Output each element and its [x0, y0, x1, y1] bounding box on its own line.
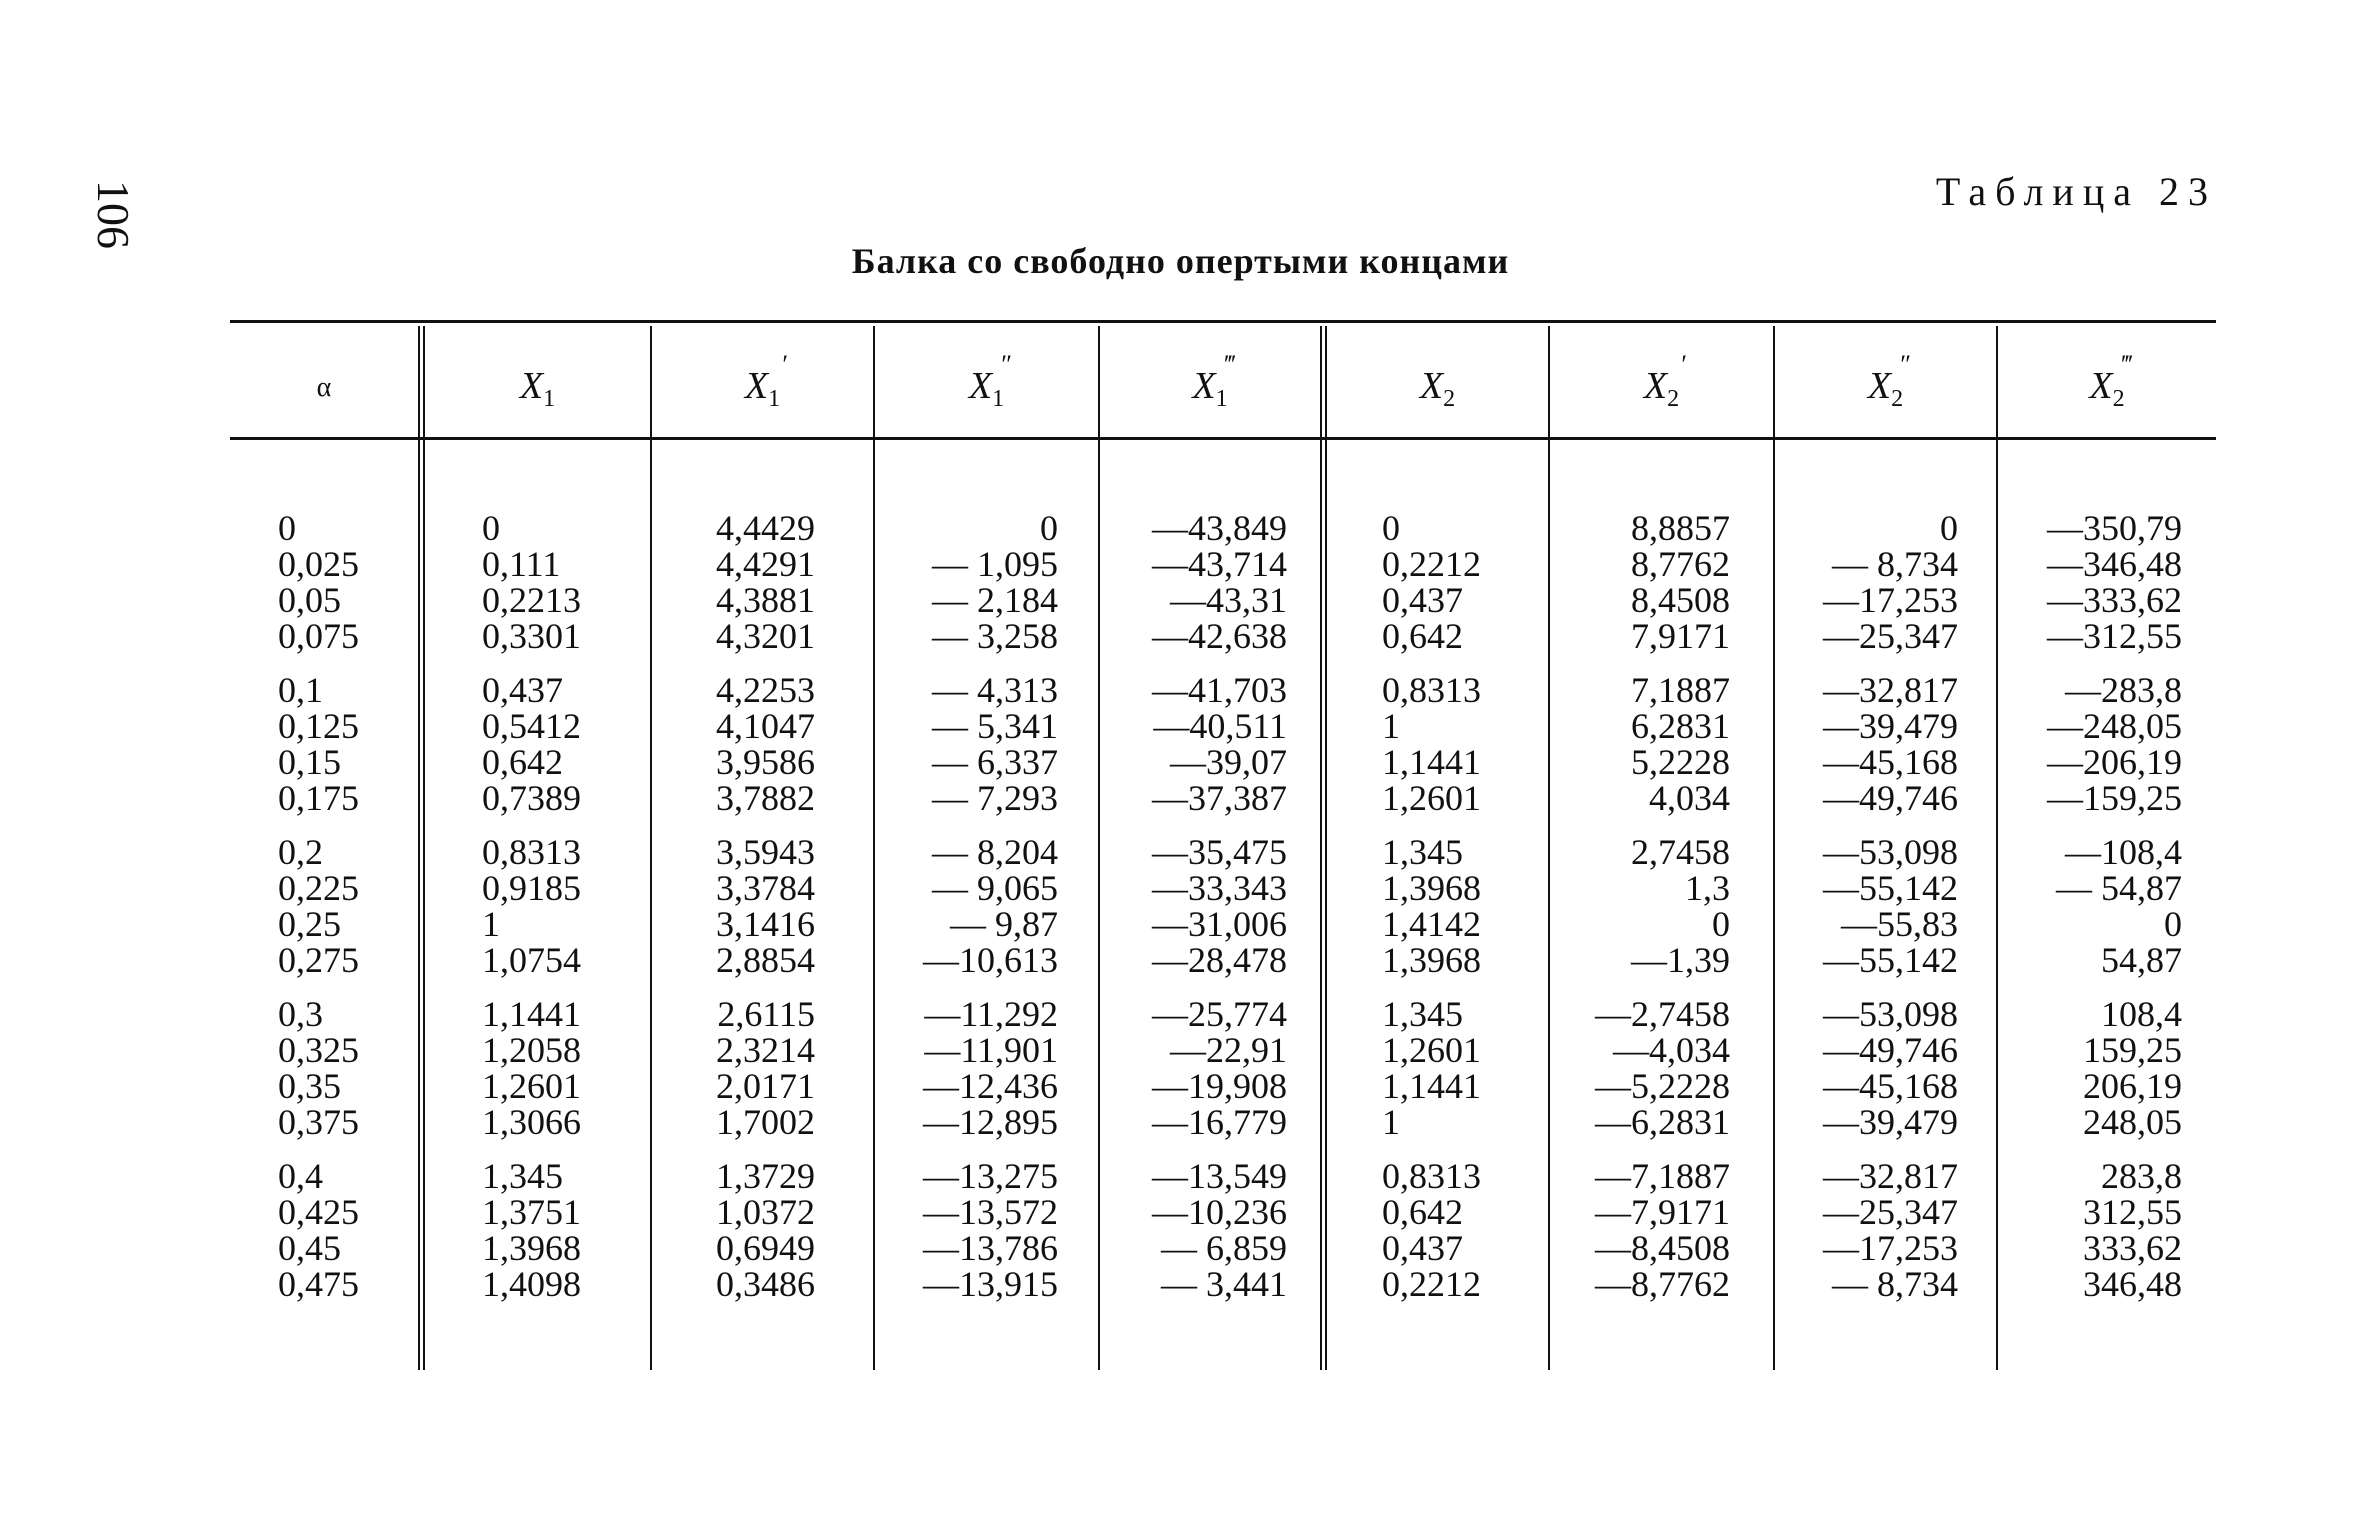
- table-cell: 1,2058: [482, 1030, 581, 1070]
- row-group: [880, 1158, 1058, 1302]
- row-group: [2002, 672, 2182, 816]
- row-group: [880, 672, 1058, 816]
- table-cell: — 5,341: [932, 706, 1058, 746]
- column-divider: [873, 326, 875, 1370]
- table-cell: 0,1: [278, 670, 323, 710]
- table-cell: 0: [1382, 508, 1400, 548]
- table-cell: — 3,441: [1161, 1264, 1287, 1304]
- table-cell: 159,25: [2083, 1030, 2182, 1070]
- table-cell: 0,15: [278, 742, 341, 782]
- table-cell: —25,347: [1823, 616, 1958, 656]
- header-x2-triple-prime: [1998, 338, 2216, 438]
- row-group: [880, 996, 1058, 1140]
- column-divider: [1320, 326, 1327, 1370]
- row-group: [278, 672, 408, 816]
- table-cell: 1,1441: [482, 994, 581, 1034]
- page-number: 106: [88, 180, 139, 249]
- table-cell: —350,79: [2047, 508, 2182, 548]
- table-cell: —33,343: [1152, 868, 1287, 908]
- table-cell: —49,746: [1823, 1030, 1958, 1070]
- table-cell: 0,225: [278, 868, 359, 908]
- table-cell: 8,4508: [1631, 580, 1730, 620]
- table-cell: —333,62: [2047, 580, 2182, 620]
- table-top-rule: [230, 320, 2216, 323]
- column-divider: [1548, 326, 1550, 1370]
- row-group: [278, 510, 408, 654]
- header-x2: [1327, 338, 1548, 438]
- header-prime: ‴: [2121, 349, 2131, 379]
- table-cell: 0,9185: [482, 868, 581, 908]
- table-title: Балка со свободно опертыми концами: [851, 241, 1510, 281]
- table-cell: 346,48: [2083, 1264, 2182, 1304]
- header-prime: ‴: [1224, 349, 1234, 379]
- table-cell: — 1,095: [932, 544, 1058, 584]
- table-cell: 0,111: [482, 544, 561, 584]
- header-subscript: 1: [1215, 385, 1228, 412]
- header-alpha: [230, 338, 418, 438]
- table-cell: —43,849: [1152, 508, 1287, 548]
- table-cell: 3,1416: [716, 904, 815, 944]
- table-cell: —17,253: [1823, 1228, 1958, 1268]
- table-cell: —16,779: [1152, 1102, 1287, 1142]
- table-cell: 4,3881: [716, 580, 815, 620]
- table-cell: —49,746: [1823, 778, 1958, 818]
- row-group: [1780, 1158, 1958, 1302]
- row-group: [482, 1158, 642, 1302]
- table-cell: 0: [2164, 904, 2182, 944]
- table-cell: —206,19: [2047, 742, 2182, 782]
- table-cell: 1,4142: [1382, 904, 1481, 944]
- table-cell: —53,098: [1823, 994, 1958, 1034]
- table-cell: 0,2212: [1382, 1264, 1481, 1304]
- table-cell: 1,0372: [716, 1192, 815, 1232]
- row-group: [660, 834, 815, 978]
- row-group: [2002, 510, 2182, 654]
- table-cell: 1,3968: [482, 1228, 581, 1268]
- table-cell: —8,7762: [1595, 1264, 1730, 1304]
- table-cell: 3,7882: [716, 778, 815, 818]
- table-cell: 0,125: [278, 706, 359, 746]
- table-cell: —4,034: [1613, 1030, 1730, 1070]
- table-cell: 0,25: [278, 904, 341, 944]
- header-symbol: X: [519, 364, 544, 407]
- row-group: [278, 1158, 408, 1302]
- table-cell: 0: [1940, 508, 1958, 548]
- table-cell: 312,55: [2083, 1192, 2182, 1232]
- table-cell: —13,275: [923, 1156, 1058, 1196]
- table-cell: — 6,337: [932, 742, 1058, 782]
- table-cell: —13,915: [923, 1264, 1058, 1304]
- row-group: [1105, 510, 1287, 654]
- table-cell: —31,006: [1152, 904, 1287, 944]
- table-cell: 0,3486: [716, 1264, 815, 1304]
- table-cell: 333,62: [2083, 1228, 2182, 1268]
- row-group: [660, 1158, 815, 1302]
- table-cell: 8,8857: [1631, 508, 1730, 548]
- table-cell: —55,142: [1823, 940, 1958, 980]
- row-group: [2002, 1158, 2182, 1302]
- table-cell: 0,075: [278, 616, 359, 656]
- table-cell: —11,292: [924, 994, 1058, 1034]
- table-cell: —10,613: [923, 940, 1058, 980]
- header-x1-triple-prime: [1100, 338, 1320, 438]
- table-cell: —55,142: [1823, 868, 1958, 908]
- table-cell: —42,638: [1152, 616, 1287, 656]
- table-cell: 0,3301: [482, 616, 581, 656]
- table-cell: — 54,87: [2056, 868, 2182, 908]
- column-divider: [418, 326, 425, 1370]
- table-cell: —8,4508: [1595, 1228, 1730, 1268]
- table-cell: — 9,87: [950, 904, 1058, 944]
- table-cell: 1,2601: [1382, 778, 1481, 818]
- table-cell: 0: [278, 508, 296, 548]
- row-group: [1780, 672, 1958, 816]
- row-group: [1105, 672, 1287, 816]
- table-cell: —40,511: [1153, 706, 1287, 746]
- table-cell: —43,714: [1152, 544, 1287, 584]
- header-symbol: X: [1192, 364, 1216, 407]
- table-cell: 1,0754: [482, 940, 581, 980]
- column-x2-triple-prime: [2002, 510, 2182, 1320]
- table-cell: —6,2831: [1595, 1102, 1730, 1142]
- header-x1-double-prime: [875, 338, 1098, 438]
- row-group: [482, 510, 642, 654]
- table-cell: 0,8313: [1382, 1156, 1481, 1196]
- table-cell: — 2,184: [932, 580, 1058, 620]
- column-x1-double-prime: [880, 510, 1058, 1320]
- header-prime: ″: [1001, 349, 1011, 379]
- table-cell: 54,87: [2101, 940, 2182, 980]
- column-alpha: [278, 510, 408, 1320]
- table-cell: 0,2213: [482, 580, 581, 620]
- table-cell: 1,345: [1382, 832, 1463, 872]
- row-group: [482, 834, 642, 978]
- table-cell: 0,437: [482, 670, 563, 710]
- row-group: [1555, 834, 1730, 978]
- table-cell: 3,3784: [716, 868, 815, 908]
- table-cell: 1: [1382, 1102, 1400, 1142]
- table-cell: —248,05: [2047, 706, 2182, 746]
- table-cell: 6,2831: [1631, 706, 1730, 746]
- table-cell: 1,3066: [482, 1102, 581, 1142]
- table-cell: 1,1441: [1382, 1066, 1481, 1106]
- row-group: [482, 996, 642, 1140]
- table-cell: 0,8313: [1382, 670, 1481, 710]
- table-cell: 1,4098: [482, 1264, 581, 1304]
- row-group: [1555, 510, 1730, 654]
- table-cell: —39,479: [1823, 1102, 1958, 1142]
- table-cell: 4,034: [1649, 778, 1730, 818]
- table-cell: 0,437: [1382, 1228, 1463, 1268]
- table-cell: 0: [482, 508, 500, 548]
- row-group: [1105, 996, 1287, 1140]
- row-group: [1382, 834, 1542, 978]
- table-cell: — 6,859: [1161, 1228, 1287, 1268]
- table-cell: 1: [482, 904, 500, 944]
- table-cell: —19,908: [1152, 1066, 1287, 1106]
- header-symbol: X: [1867, 364, 1892, 407]
- data-table: [230, 320, 2216, 1370]
- row-group: [1105, 834, 1287, 978]
- row-group: [880, 510, 1058, 654]
- table-cell: 206,19: [2083, 1066, 2182, 1106]
- row-group: [278, 996, 408, 1140]
- table-cell: 1,345: [1382, 994, 1463, 1034]
- table-cell: 4,3201: [716, 616, 815, 656]
- row-group: [1382, 672, 1542, 816]
- table-cell: —25,347: [1823, 1192, 1958, 1232]
- row-group: [1555, 1158, 1730, 1302]
- row-group: [1555, 672, 1730, 816]
- table-cell: 4,4429: [716, 508, 815, 548]
- table-cell: — 9,065: [932, 868, 1058, 908]
- table-cell: 7,9171: [1631, 616, 1730, 656]
- table-cell: 0,425: [278, 1192, 359, 1232]
- table-cell: —53,098: [1823, 832, 1958, 872]
- table-cell: —10,236: [1152, 1192, 1287, 1232]
- row-group: [1780, 996, 1958, 1140]
- table-cell: —312,55: [2047, 616, 2182, 656]
- header-symbol: X: [744, 364, 769, 407]
- table-cell: 0,8313: [482, 832, 581, 872]
- header-x1: [425, 338, 650, 438]
- table-cell: 108,4: [2101, 994, 2182, 1034]
- table-cell: 1,3751: [482, 1192, 581, 1232]
- table-cell: 1,3729: [716, 1156, 815, 1196]
- row-group: [1382, 510, 1542, 654]
- header-symbol: X: [968, 364, 993, 407]
- table-cell: 1,2601: [1382, 1030, 1481, 1070]
- table-cell: 0,7389: [482, 778, 581, 818]
- row-group: [880, 834, 1058, 978]
- table-cell: —2,7458: [1595, 994, 1730, 1034]
- column-divider: [1996, 326, 1998, 1370]
- table-cell: — 7,293: [932, 778, 1058, 818]
- header-subscript: 2: [1443, 385, 1456, 412]
- table-cell: 0,325: [278, 1030, 359, 1070]
- row-group: [660, 672, 815, 816]
- table-cell: 0,275: [278, 940, 359, 980]
- header-subscript: 1: [992, 385, 1005, 412]
- table-label: Таблица 23: [1935, 169, 2217, 214]
- table-cell: —55,83: [1841, 904, 1958, 944]
- header-symbol: X: [1419, 364, 1444, 407]
- column-x1-prime: [660, 510, 815, 1320]
- row-group: [660, 996, 815, 1140]
- table-cell: 283,8: [2101, 1156, 2182, 1196]
- table-cell: 0,642: [1382, 616, 1463, 656]
- table-cell: 1,7002: [716, 1102, 815, 1142]
- table-cell: —37,387: [1152, 778, 1287, 818]
- table-cell: —32,817: [1823, 1156, 1958, 1196]
- table-cell: 0,642: [1382, 1192, 1463, 1232]
- table-cell: —12,895: [923, 1102, 1058, 1142]
- table-cell: 0,35: [278, 1066, 341, 1106]
- table-cell: — 3,258: [932, 616, 1058, 656]
- header-subscript: 2: [2112, 385, 2125, 412]
- table-cell: 1,345: [482, 1156, 563, 1196]
- header-x2-prime: [1550, 338, 1773, 438]
- column-divider: [1773, 326, 1775, 1370]
- table-cell: —39,479: [1823, 706, 1958, 746]
- table-cell: — 8,204: [932, 832, 1058, 872]
- column-divider: [650, 326, 652, 1370]
- table-cell: 0,05: [278, 580, 341, 620]
- table-cell: 0,375: [278, 1102, 359, 1142]
- table-cell: —13,549: [1152, 1156, 1287, 1196]
- table-cell: —13,786: [923, 1228, 1058, 1268]
- row-group: [278, 834, 408, 978]
- table-cell: 1,1441: [1382, 742, 1481, 782]
- row-group: [1780, 510, 1958, 654]
- column-x2: [1382, 510, 1542, 1320]
- row-group: [1382, 1158, 1542, 1302]
- table-cell: 1,2601: [482, 1066, 581, 1106]
- table-cell: 248,05: [2083, 1102, 2182, 1142]
- table-cell: 7,1887: [1631, 670, 1730, 710]
- table-cell: 0,2212: [1382, 544, 1481, 584]
- table-cell: 2,7458: [1631, 832, 1730, 872]
- table-cell: 2,0171: [716, 1066, 815, 1106]
- table-cell: —12,436: [923, 1066, 1058, 1106]
- header-subscript: 1: [768, 385, 781, 412]
- table-cell: 0,175: [278, 778, 359, 818]
- table-cell: — 8,734: [1832, 544, 1958, 584]
- table-cell: 3,9586: [716, 742, 815, 782]
- header-prime: ″: [1900, 349, 1910, 379]
- column-x2-prime: [1555, 510, 1730, 1320]
- header-prime: ′: [1681, 349, 1686, 379]
- row-group: [1105, 1158, 1287, 1302]
- table-cell: 0,45: [278, 1228, 341, 1268]
- header-symbol: X: [2089, 364, 2113, 407]
- table-cell: 4,4291: [716, 544, 815, 584]
- row-group: [1780, 834, 1958, 978]
- column-divider: [1098, 326, 1100, 1370]
- table-cell: 0: [1040, 508, 1058, 548]
- table-cell: —159,25: [2047, 778, 2182, 818]
- header-subscript: 1: [543, 385, 556, 412]
- table-cell: 8,7762: [1631, 544, 1730, 584]
- header-prime: ′: [782, 349, 787, 379]
- table-cell: —41,703: [1152, 670, 1287, 710]
- table-cell: 1,3: [1685, 868, 1730, 908]
- table-cell: —32,817: [1823, 670, 1958, 710]
- table-cell: —39,07: [1170, 742, 1287, 782]
- table-cell: —11,901: [924, 1030, 1058, 1070]
- row-group: [660, 510, 815, 654]
- row-group: [2002, 996, 2182, 1140]
- table-cell: —22,91: [1170, 1030, 1287, 1070]
- table-cell: 0,025: [278, 544, 359, 584]
- header-symbol: X: [1643, 364, 1668, 407]
- table-cell: 0,4: [278, 1156, 323, 1196]
- row-group: [1555, 996, 1730, 1140]
- row-group: [482, 672, 642, 816]
- table-cell: —45,168: [1823, 742, 1958, 782]
- table-cell: —7,1887: [1595, 1156, 1730, 1196]
- table-cell: 0,5412: [482, 706, 581, 746]
- row-group: [2002, 834, 2182, 978]
- table-cell: —7,9171: [1595, 1192, 1730, 1232]
- header-x1-prime: [652, 338, 873, 438]
- table-cell: 0,437: [1382, 580, 1463, 620]
- table-cell: —25,774: [1152, 994, 1287, 1034]
- table-cell: 1,3968: [1382, 868, 1481, 908]
- column-x2-double-prime: [1780, 510, 1958, 1320]
- table-cell: 0,2: [278, 832, 323, 872]
- table-cell: —5,2228: [1595, 1066, 1730, 1106]
- table-cell: 2,3214: [716, 1030, 815, 1070]
- table-cell: 2,6115: [717, 994, 815, 1034]
- table-cell: —17,253: [1823, 580, 1958, 620]
- table-cell: 3,5943: [716, 832, 815, 872]
- table-cell: — 8,734: [1832, 1264, 1958, 1304]
- table-cell: —346,48: [2047, 544, 2182, 584]
- table-cell: —43,31: [1170, 580, 1287, 620]
- column-x1-triple-prime: [1105, 510, 1287, 1320]
- table-cell: 2,8854: [716, 940, 815, 980]
- table-cell: 4,2253: [716, 670, 815, 710]
- table-cell: —28,478: [1152, 940, 1287, 980]
- table-cell: 1: [1382, 706, 1400, 746]
- table-cell: —45,168: [1823, 1066, 1958, 1106]
- header-subscript: 2: [1891, 385, 1904, 412]
- header-alpha-label: α: [316, 372, 332, 403]
- table-cell: — 4,313: [932, 670, 1058, 710]
- table-cell: —13,572: [923, 1192, 1058, 1232]
- table-cell: 5,2228: [1631, 742, 1730, 782]
- table-cell: 0: [1712, 904, 1730, 944]
- table-cell: —1,39: [1631, 940, 1730, 980]
- table-cell: —108,4: [2065, 832, 2182, 872]
- header-subscript: 2: [1667, 385, 1680, 412]
- table-cell: 0,475: [278, 1264, 359, 1304]
- table-cell: —283,8: [2065, 670, 2182, 710]
- table-cell: 0,3: [278, 994, 323, 1034]
- table-cell: 0,642: [482, 742, 563, 782]
- table-cell: 0,6949: [716, 1228, 815, 1268]
- row-group: [1382, 996, 1542, 1140]
- table-cell: 1,3968: [1382, 940, 1481, 980]
- column-x1: [482, 510, 642, 1320]
- table-cell: 4,1047: [716, 706, 815, 746]
- table-cell: —35,475: [1152, 832, 1287, 872]
- header-x2-double-prime: [1775, 338, 1996, 438]
